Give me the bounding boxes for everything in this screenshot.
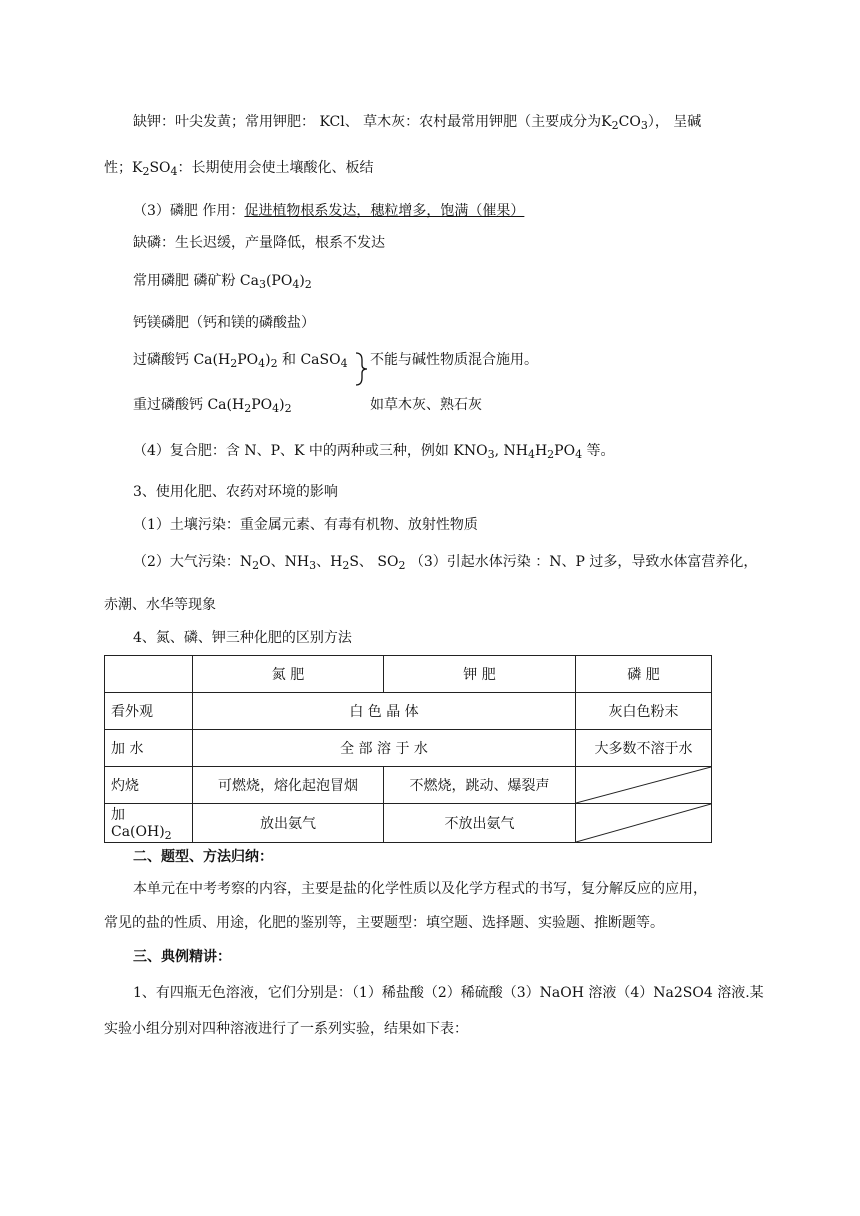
text: 性；K <box>104 160 143 176</box>
text: ) <box>299 273 305 289</box>
text: 重过磷酸钙 Ca(H <box>133 397 245 413</box>
text: （4）复合肥：含 N、P、K 中的两种或三种，例如 KNO <box>133 443 488 459</box>
text: PO <box>251 397 273 413</box>
text: （3）磷肥 作用： <box>133 203 245 219</box>
table-cell-empty <box>576 804 712 843</box>
brace-icon <box>354 352 368 386</box>
text: 缺钾：叶尖发黄；常用钾肥： KCl、 草木灰：农村最常用钾肥（主要成分为K <box>133 114 612 130</box>
table-cell <box>105 804 193 843</box>
subscript: 3 <box>640 119 648 132</box>
subscript: 4 <box>258 357 266 370</box>
table-header-cell: 磷 肥 <box>576 656 712 693</box>
text-line-phosphate-camg: 钙镁磷肥（钙和镁的磷酸盐） <box>133 315 315 331</box>
table-cell: 灰白色粉末 <box>576 693 712 730</box>
subscript: 4 <box>272 402 280 415</box>
paragraph-line: 常见的盐的性质、用途，化肥的鉴别等，主要题型：填空题、选择题、实验题、推断题等。 <box>104 915 664 931</box>
subscript: 4 <box>575 448 583 461</box>
table-header-cell: 钾 肥 <box>384 656 576 693</box>
subscript: 2 <box>611 119 619 132</box>
text-line-air-pollution <box>133 552 757 576</box>
text-line-phosphate-lack: 缺磷：生长迟缓，产量降低，根系不发达 <box>133 235 385 251</box>
table-header-cell <box>105 656 193 693</box>
subscript: 2 <box>304 278 312 291</box>
table-cell: 白 色 晶 体 <box>193 693 576 730</box>
table-row <box>105 804 712 843</box>
subscript: 2 <box>164 829 172 842</box>
subscript: 2 <box>270 357 278 370</box>
text: PO <box>237 352 259 368</box>
text: 常用磷肥 磷矿粉 Ca <box>133 273 259 289</box>
text-line-phosphate-effect <box>133 201 524 221</box>
table-cell: 不放出氨气 <box>384 804 576 843</box>
text-line-phosphate-common <box>133 271 312 295</box>
text: PO <box>554 443 576 459</box>
text: CO <box>618 114 641 130</box>
text-line-air-pollution-cont: 赤潮、水华等现象 <box>104 597 216 613</box>
text: （2）大气污染：N <box>133 554 253 570</box>
text-line-soil-pollution: （1）土壤污染：重金属元素、有毒有机物、放射性物质 <box>133 517 478 533</box>
subscript: 2 <box>142 165 150 178</box>
text: 和 CaSO <box>277 352 341 368</box>
subscript: 3 <box>487 448 495 461</box>
text: 、H <box>316 554 343 570</box>
subscript: 2 <box>244 402 252 415</box>
paragraph-line: 实验小组分别对四种溶液进行了一系列实验，结果如下表： <box>104 1021 468 1037</box>
subscript: 4 <box>527 448 535 461</box>
text-line-alkali-examples: 如草木灰、熟石灰 <box>370 397 482 413</box>
subscript: 4 <box>340 357 348 370</box>
text: SO <box>149 160 171 176</box>
table-cell: 不燃烧，跳动、爆裂声 <box>384 767 576 804</box>
section-heading-examples: 三、典例精讲： <box>133 949 231 965</box>
subscript: 2 <box>342 559 350 572</box>
table-row <box>105 693 712 730</box>
subscript: 2 <box>252 559 260 572</box>
subscript: 2 <box>230 357 238 370</box>
underlined-text: 促进植物根系发达，穗粒增多，饱满（催果） <box>244 203 525 219</box>
paragraph-line: 本单元在中考考察的内容，主要是盐的化学性质以及化学方程式的书写，复分解反应的应用， <box>133 881 707 897</box>
text-line-triple-superphosphate <box>133 395 292 419</box>
text-line-potassium-2 <box>104 158 374 182</box>
table-cell-empty <box>576 767 712 804</box>
table-cell: 灼烧 <box>105 767 193 804</box>
text-line-superphosphate <box>133 350 348 374</box>
text: S、 SO <box>349 554 399 570</box>
table-row <box>105 730 712 767</box>
text-line-mixing-warning: 不能与碱性物质混合施用。 <box>370 352 538 368</box>
table-cell: 放出氨气 <box>193 804 384 843</box>
subscript: 3 <box>258 278 266 291</box>
table-row <box>105 656 712 693</box>
text: , NH <box>494 443 528 459</box>
text: (PO <box>265 273 293 289</box>
table-header-cell: 氮 肥 <box>193 656 384 693</box>
table-cell: 全 部 溶 于 水 <box>193 730 576 767</box>
text: ：长期使用会使土壤酸化、板结 <box>177 160 374 176</box>
text: 等。 <box>582 443 615 459</box>
table-cell: 可燃烧，熔化起泡冒烟 <box>193 767 384 804</box>
subscript: 2 <box>398 559 406 572</box>
text: ) <box>279 397 285 413</box>
text: 过磷酸钙 Ca(H <box>133 352 231 368</box>
text: 加 Ca(OH) <box>111 807 165 840</box>
section-heading-environment: 3、使用化肥、农药对环境的影响 <box>133 484 338 500</box>
table-row <box>105 767 712 804</box>
fertilizer-comparison-table <box>104 655 712 843</box>
text: O、NH <box>259 554 310 570</box>
diagonal-slash-icon <box>576 767 711 803</box>
subscript: 2 <box>284 402 292 415</box>
section-heading-methods: 二、题型、方法归纳： <box>133 849 273 865</box>
section-heading-fertilizer-identification: 4、氮、磷、钾三种化肥的区别方法 <box>133 630 352 646</box>
text: ) <box>265 352 271 368</box>
paragraph-line: 1、有四瓶无色溶液，它们分别是：（1）稀盐酸（2）稀硫酸（3）NaOH 溶液（4）Na2SO4 溶液.某 <box>133 985 764 1001</box>
subscript: 4 <box>170 165 178 178</box>
text: （3）引起水体污染 ：N、P 过多，导致水体富营养化， <box>405 554 758 570</box>
subscript: 3 <box>309 559 317 572</box>
subscript: 4 <box>292 278 300 291</box>
subscript: 2 <box>547 448 555 461</box>
text: ）， 呈碱 <box>647 114 702 130</box>
text: H <box>534 443 548 459</box>
text-line-compound-fertilizer <box>133 441 615 465</box>
text-line-potassium-1 <box>133 112 701 136</box>
table-cell: 加 水 <box>105 730 193 767</box>
table-cell: 大多数不溶于水 <box>576 730 712 767</box>
table-cell: 看外观 <box>105 693 193 730</box>
diagonal-slash-icon <box>576 804 711 842</box>
